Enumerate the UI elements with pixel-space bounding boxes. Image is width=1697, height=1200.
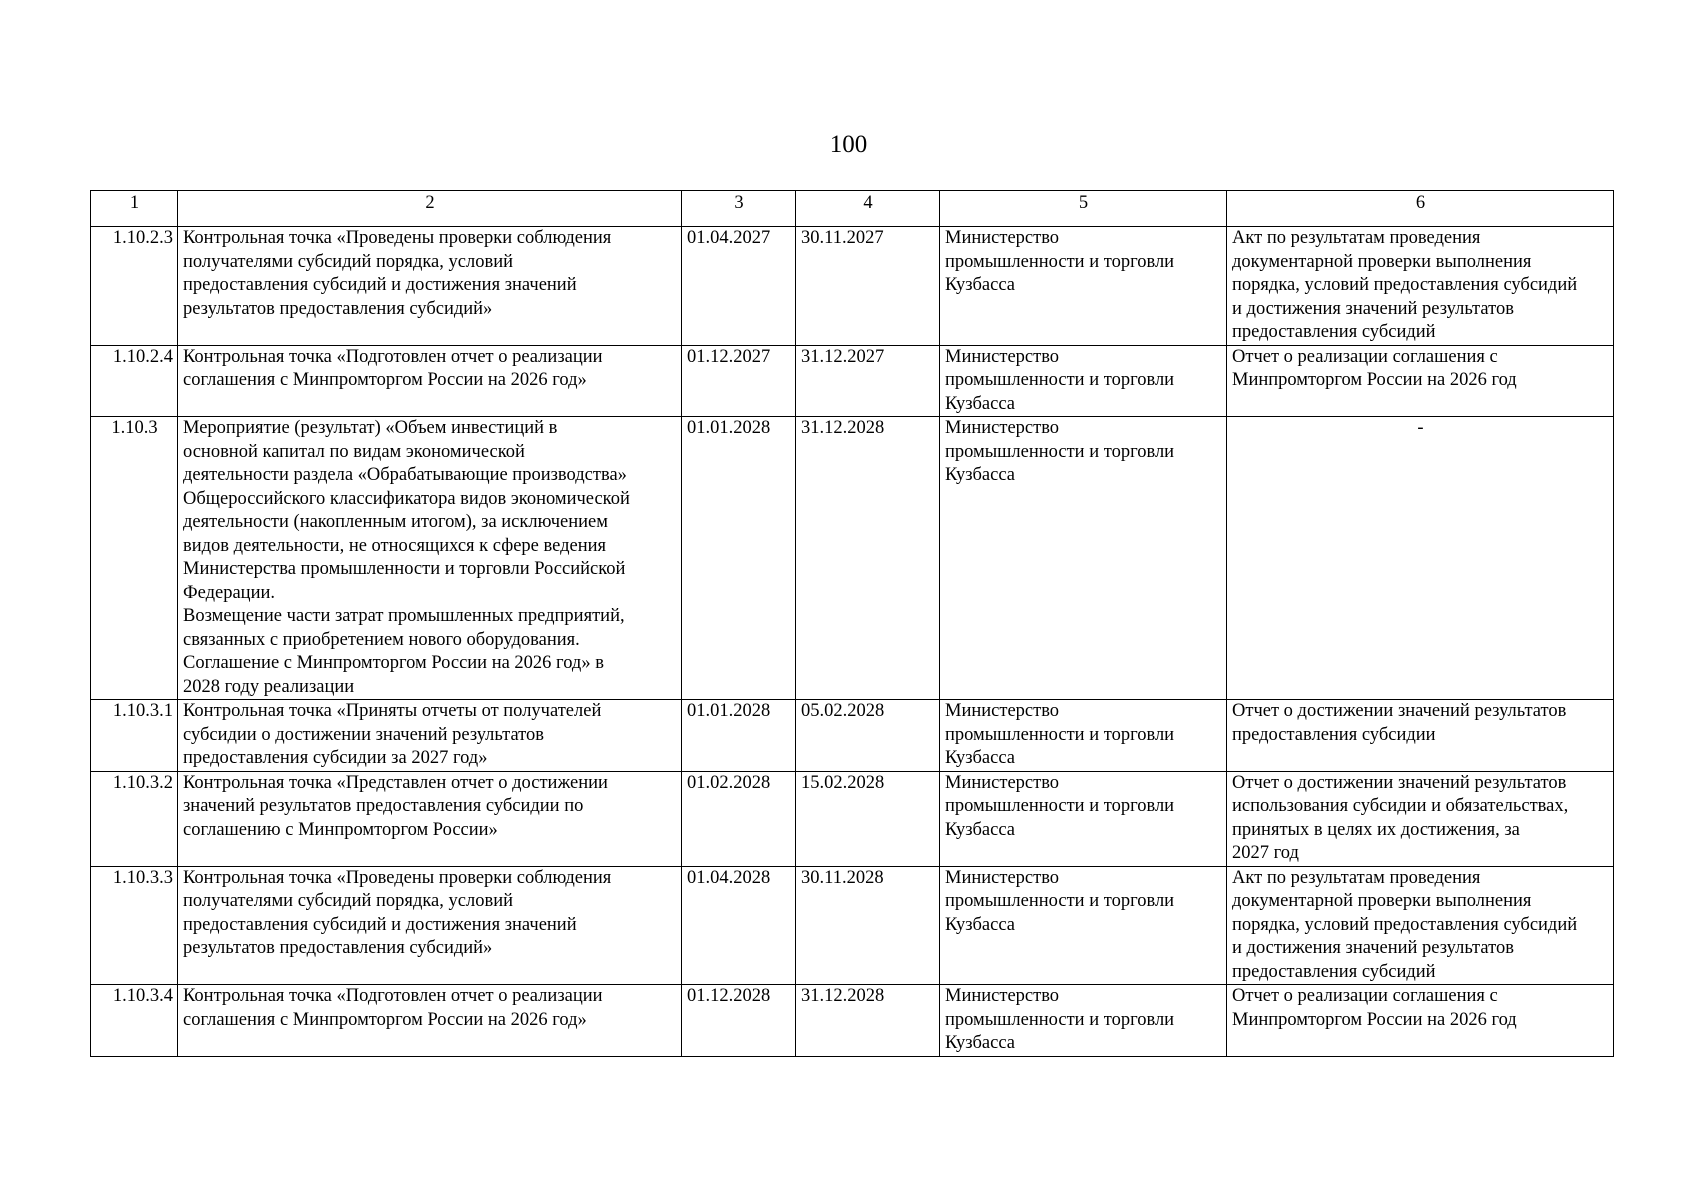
table-row [91,345,1614,417]
row-result: Отчет о реализации соглашения с Минпромторгом России на 2026 год [1227,345,1614,417]
row-name: Контрольная точка «Представлен отчет о достижении значений результатов предоставления субсидии по соглашению с Минпромторгом России» [178,771,682,866]
header-col-2: 2 [178,191,682,227]
row-number: 1.10.2.4 [91,345,178,417]
row-name: Контрольная точка «Подготовлен отчет о реализации соглашения с Минпромторгом России на 2026 год» [178,345,682,417]
row-executor: Министерство промышленности и торговли Кузбасса [940,227,1227,346]
row-result: Отчет о реализации соглашения с Минпромторгом России на 2026 год [1227,985,1614,1057]
row-number: 1.10.3.1 [91,700,178,772]
table-header [91,191,1614,227]
row-end-date: 15.02.2028 [796,771,940,866]
row-result: Акт по результатам проведения документарной проверки выполнения порядка, условий предоставления субсидий и достижения значений результатов предоставления субсидий [1227,227,1614,346]
row-start-date: 01.02.2028 [682,771,796,866]
row-start-date: 01.01.2028 [682,700,796,772]
row-result: - [1227,417,1614,700]
row-start-date: 01.12.2028 [682,985,796,1057]
row-executor: Министерство промышленности и торговли Кузбасса [940,417,1227,700]
row-start-date: 01.01.2028 [682,417,796,700]
row-number: 1.10.3.4 [91,985,178,1057]
header-col-4: 4 [796,191,940,227]
row-executor: Министерство промышленности и торговли Кузбасса [940,866,1227,985]
header-col-6: 6 [1227,191,1614,227]
row-end-date: 31.12.2028 [796,417,940,700]
table-row [91,771,1614,866]
row-name: Контрольная точка «Подготовлен отчет о реализации соглашения с Минпромторгом России на 2026 год» [178,985,682,1057]
table-body [91,227,1614,1057]
header-col-1: 1 [91,191,178,227]
table-row [91,985,1614,1057]
row-number: 1.10.3 [91,417,178,700]
row-end-date: 05.02.2028 [796,700,940,772]
table-row [91,866,1614,985]
table-row [91,227,1614,346]
header-col-5: 5 [940,191,1227,227]
row-name: Контрольная точка «Проведены проверки соблюдения получателями субсидий порядка, условий предоставления субсидий и достижения значений результатов предоставления субсидий» [178,866,682,985]
row-name: Контрольная точка «Приняты отчеты от получателей субсидии о достижении значений результатов предоставления субсидии за 2027 год» [178,700,682,772]
row-executor: Министерство промышленности и торговли Кузбасса [940,700,1227,772]
row-result: Акт по результатам проведения документарной проверки выполнения порядка, условий предоставления субсидий и достижения значений результатов предоставления субсидий [1227,866,1614,985]
header-col-3: 3 [682,191,796,227]
row-end-date: 30.11.2028 [796,866,940,985]
row-end-date: 31.12.2028 [796,985,940,1057]
row-name: Мероприятие (результат) «Объем инвестиций в основной капитал по видам экономической деятельности раздела «Обрабатывающие производства» Общероссийского классификатора видов экономической деятельности (накопленным итогом), за исключением видов деятельности, не относящихся к сфере ведения Министерства промышленности и торговли Российской Федерации. Возмещение части затрат промышленных предприятий, связанных с приобретением нового оборудования. Соглашение с Минпромторгом России на 2026 год» в 2028 году реализации [178,417,682,700]
row-result: Отчет о достижении значений результатов использования субсидии и обязательствах, принятых в целях их достижения, за 2027 год [1227,771,1614,866]
plan-table [90,190,1614,1057]
row-end-date: 31.12.2027 [796,345,940,417]
row-number: 1.10.2.3 [91,227,178,346]
table-row [91,700,1614,772]
page-number: 100 [829,131,868,158]
row-start-date: 01.12.2027 [682,345,796,417]
row-executor: Министерство промышленности и торговли Кузбасса [940,985,1227,1057]
row-executor: Министерство промышленности и торговли Кузбасса [940,771,1227,866]
table-row [91,417,1614,700]
row-end-date: 30.11.2027 [796,227,940,346]
row-result: Отчет о достижении значений результатов предоставления субсидии [1227,700,1614,772]
header-row [91,191,1614,227]
row-executor: Министерство промышленности и торговли Кузбасса [940,345,1227,417]
row-start-date: 01.04.2028 [682,866,796,985]
row-name: Контрольная точка «Проведены проверки соблюдения получателями субсидий порядка, условий предоставления субсидий и достижения значений результатов предоставления субсидий» [178,227,682,346]
row-start-date: 01.04.2027 [682,227,796,346]
row-number: 1.10.3.3 [91,866,178,985]
row-number: 1.10.3.2 [91,771,178,866]
